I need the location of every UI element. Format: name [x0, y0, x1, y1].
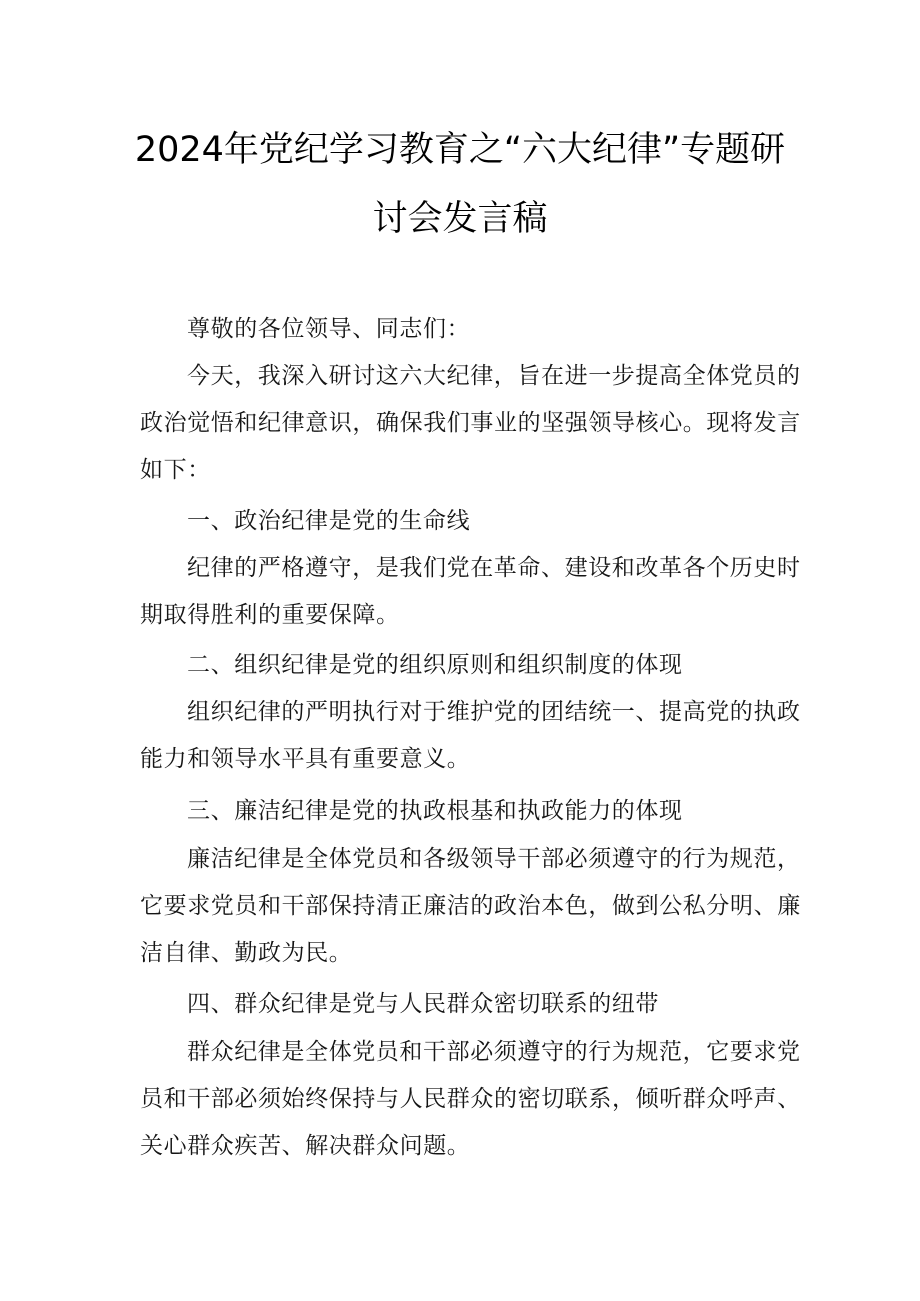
section-4-line-1: 群众纪律是全体党员和干部必须遵守的行为规范，它要求党: [187, 1039, 801, 1065]
section-4-line-3: 关心群众疾苦、解决群众问题。: [140, 1133, 471, 1159]
document-title-line-2: 讨会发言稿: [372, 199, 548, 239]
section-heading-4: 四、群众纪律是党与人民群众密切联系的纽带: [187, 991, 659, 1017]
section-3-line-2: 它要求党员和干部保持清正廉洁的政治本色，做到公私分明、廉: [140, 893, 801, 919]
section-heading-1: 一、政治纪律是党的生命线: [187, 508, 471, 534]
document-title-line-1: 2024年党纪学习教育之“六大纪律”专题研: [134, 130, 786, 170]
paragraph-intro-line-3: 如下：: [140, 457, 211, 483]
section-4-line-2: 员和干部必须始终保持与人民群众的密切联系，倾听群众呼声、: [140, 1086, 801, 1112]
section-heading-3: 三、廉洁纪律是党的执政根基和执政能力的体现: [187, 798, 683, 824]
section-2-line-2: 能力和领导水平具有重要意义。: [140, 746, 471, 772]
section-heading-2: 二、组织纪律是党的组织原则和组织制度的体现: [187, 652, 683, 678]
section-1-line-2: 期取得胜利的重要保障。: [140, 602, 400, 628]
paragraph-intro-line-2: 政治觉悟和纪律意识，确保我们事业的坚强领导核心。现将发言: [140, 410, 801, 436]
section-2-line-1: 组织纪律的严明执行对于维护党的团结统一、提高党的执政: [187, 699, 801, 725]
section-3-line-1: 廉洁纪律是全体党员和各级领导干部必须遵守的行为规范，: [187, 846, 801, 872]
section-3-line-3: 洁自律、勤政为民。: [140, 940, 353, 966]
salutation: 尊敬的各位领导、同志们：: [187, 316, 471, 342]
section-1-line-1: 纪律的严格遵守，是我们党在革命、建设和改革各个历史时: [187, 555, 801, 581]
paragraph-intro-line-1: 今天，我深入研讨这六大纪律，旨在进一步提高全体党员的: [187, 363, 801, 389]
